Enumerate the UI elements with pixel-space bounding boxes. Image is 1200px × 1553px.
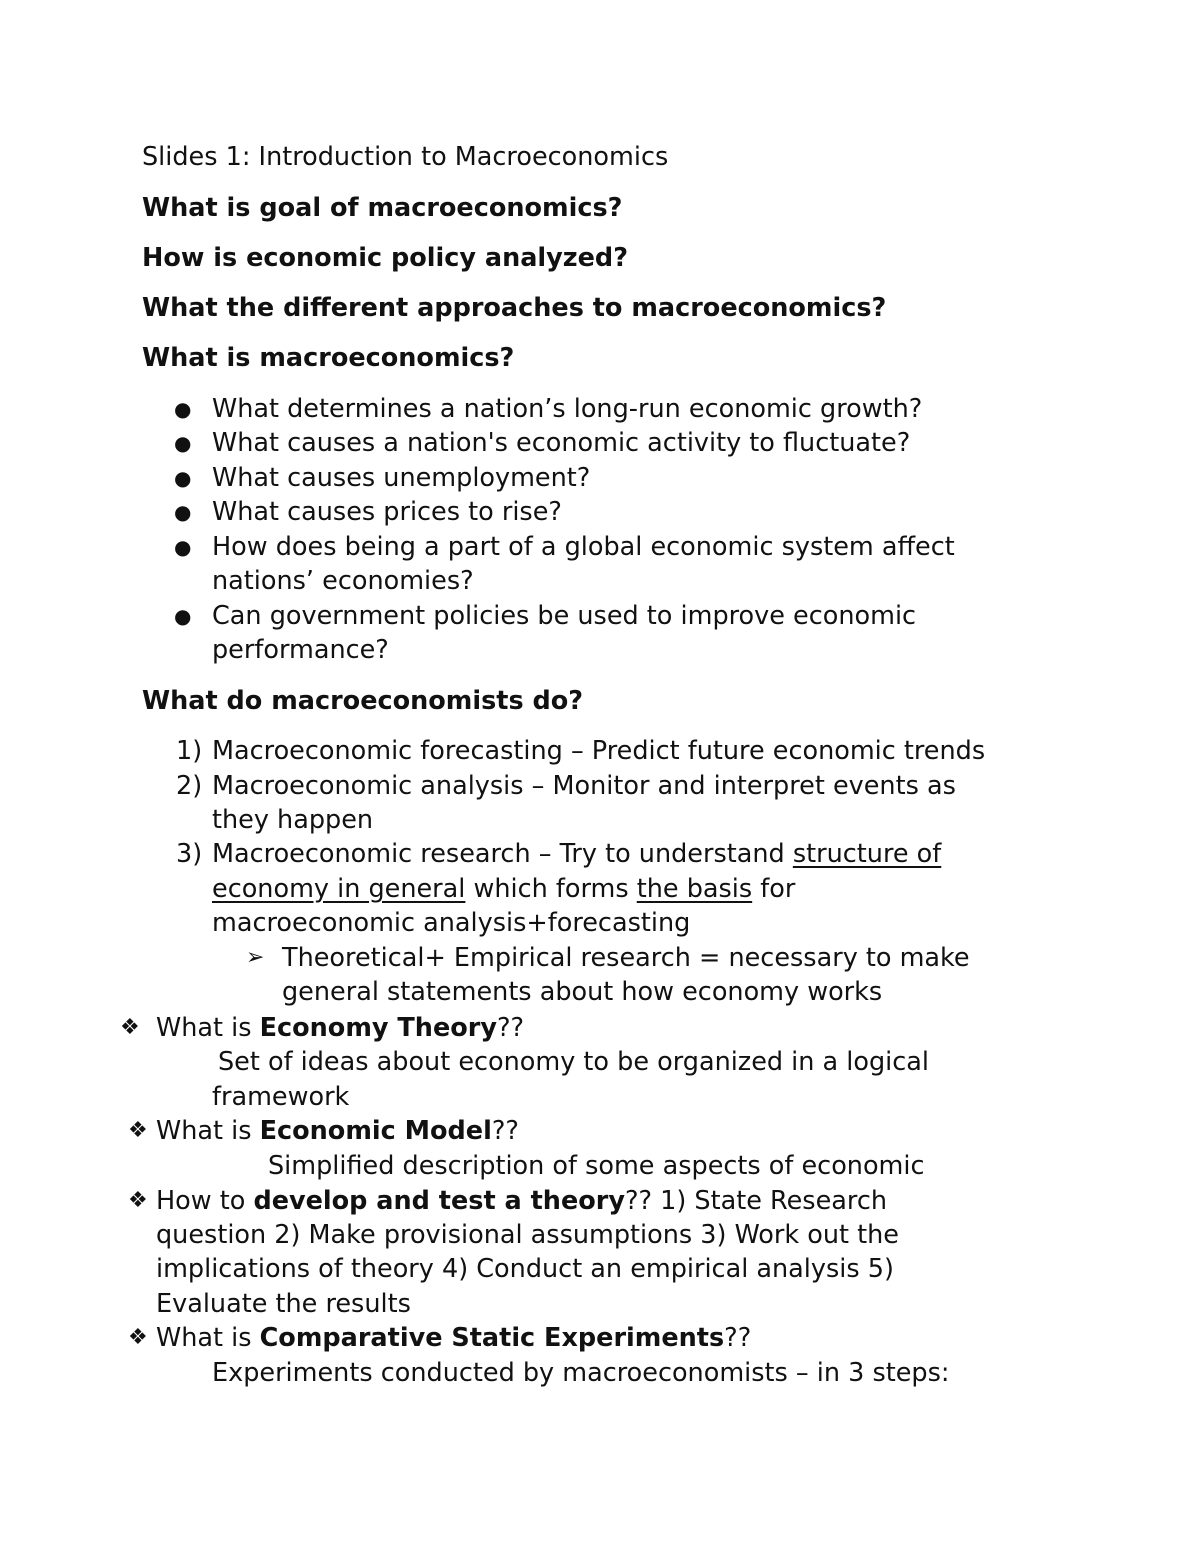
question-heading: What the different approaches to macroeconomics?	[142, 293, 887, 323]
document-title: Slides 1: Introduction to Macroeconomics	[142, 142, 669, 172]
diamond-bullet-icon: ❖	[128, 1118, 148, 1143]
arrow-bullet-icon: ➢	[246, 945, 265, 970]
bullet-icon: ●	[174, 500, 192, 524]
list-item-continued: macroeconomic analysis+forecasting	[212, 908, 691, 938]
bullet-icon: ●	[174, 604, 192, 628]
underlined-phrase: economy in general	[212, 874, 466, 904]
definition-text: framework	[212, 1082, 350, 1112]
definition-text: Evaluate the results	[156, 1289, 411, 1319]
bullet-icon: ●	[174, 466, 192, 490]
list-item: What causes prices to rise?	[212, 497, 562, 527]
underlined-phrase: the basis	[636, 874, 753, 904]
definition-term: How to develop and test a theory?? 1) State Research	[156, 1186, 888, 1216]
list-item-continued: performance?	[212, 635, 389, 665]
definition-term: What is Economy Theory??	[156, 1013, 525, 1043]
diamond-bullet-icon: ❖	[128, 1325, 148, 1350]
list-number: 1)	[176, 736, 203, 766]
list-item-continued: economy in general which forms the basis for	[212, 874, 796, 904]
list-item: What causes unemployment?	[212, 463, 591, 493]
bullet-icon: ●	[174, 397, 192, 421]
sub-list-item-continued: general statements about how economy works	[282, 977, 883, 1007]
definition-term: What is Economic Model??	[156, 1116, 519, 1146]
definition-term: What is Comparative Static Experiments??	[156, 1323, 752, 1353]
definition-text: Simplified description of some aspects of economic	[268, 1151, 925, 1181]
question-heading: How is economic policy analyzed?	[142, 243, 628, 273]
list-item-continued: nations’ economies?	[212, 566, 474, 596]
sub-list-item: Theoretical+ Empirical research = necessary to make	[282, 943, 970, 973]
diamond-bullet-icon: ❖	[128, 1188, 148, 1213]
section-heading-what-do: What do macroeconomists do?	[142, 686, 584, 716]
definition-text: implications of theory 4) Conduct an empirical analysis 5)	[156, 1254, 894, 1284]
list-item: Can government policies be used to improve economic	[212, 601, 917, 631]
definition-text: question 2) Make provisional assumptions 3) Work out the	[156, 1220, 899, 1250]
diamond-bullet-icon: ❖	[120, 1015, 140, 1040]
list-item: Macroeconomic research – Try to understand structure of	[212, 839, 942, 869]
list-item: Macroeconomic forecasting – Predict future economic trends	[212, 736, 986, 766]
definition-text: Experiments conducted by macroeconomists – in 3 steps:	[212, 1358, 950, 1388]
list-item: What determines a nation’s long-run economic growth?	[212, 394, 923, 424]
bullet-icon: ●	[174, 431, 192, 455]
list-number: 2)	[176, 771, 203, 801]
list-item: How does being a part of a global economic system affect	[212, 532, 955, 562]
definition-text: Set of ideas about economy to be organized in a logical	[218, 1047, 929, 1077]
question-heading: What is goal of macroeconomics?	[142, 193, 623, 223]
list-number: 3)	[176, 839, 203, 869]
underlined-phrase: structure of	[792, 839, 942, 869]
list-item: Macroeconomic analysis – Monitor and interpret events as	[212, 771, 956, 801]
list-item: What causes a nation's economic activity to fluctuate?	[212, 428, 911, 458]
bullet-icon: ●	[174, 535, 192, 559]
list-item-continued: they happen	[212, 805, 374, 835]
section-heading-what-is-macro: What is macroeconomics?	[142, 343, 515, 373]
